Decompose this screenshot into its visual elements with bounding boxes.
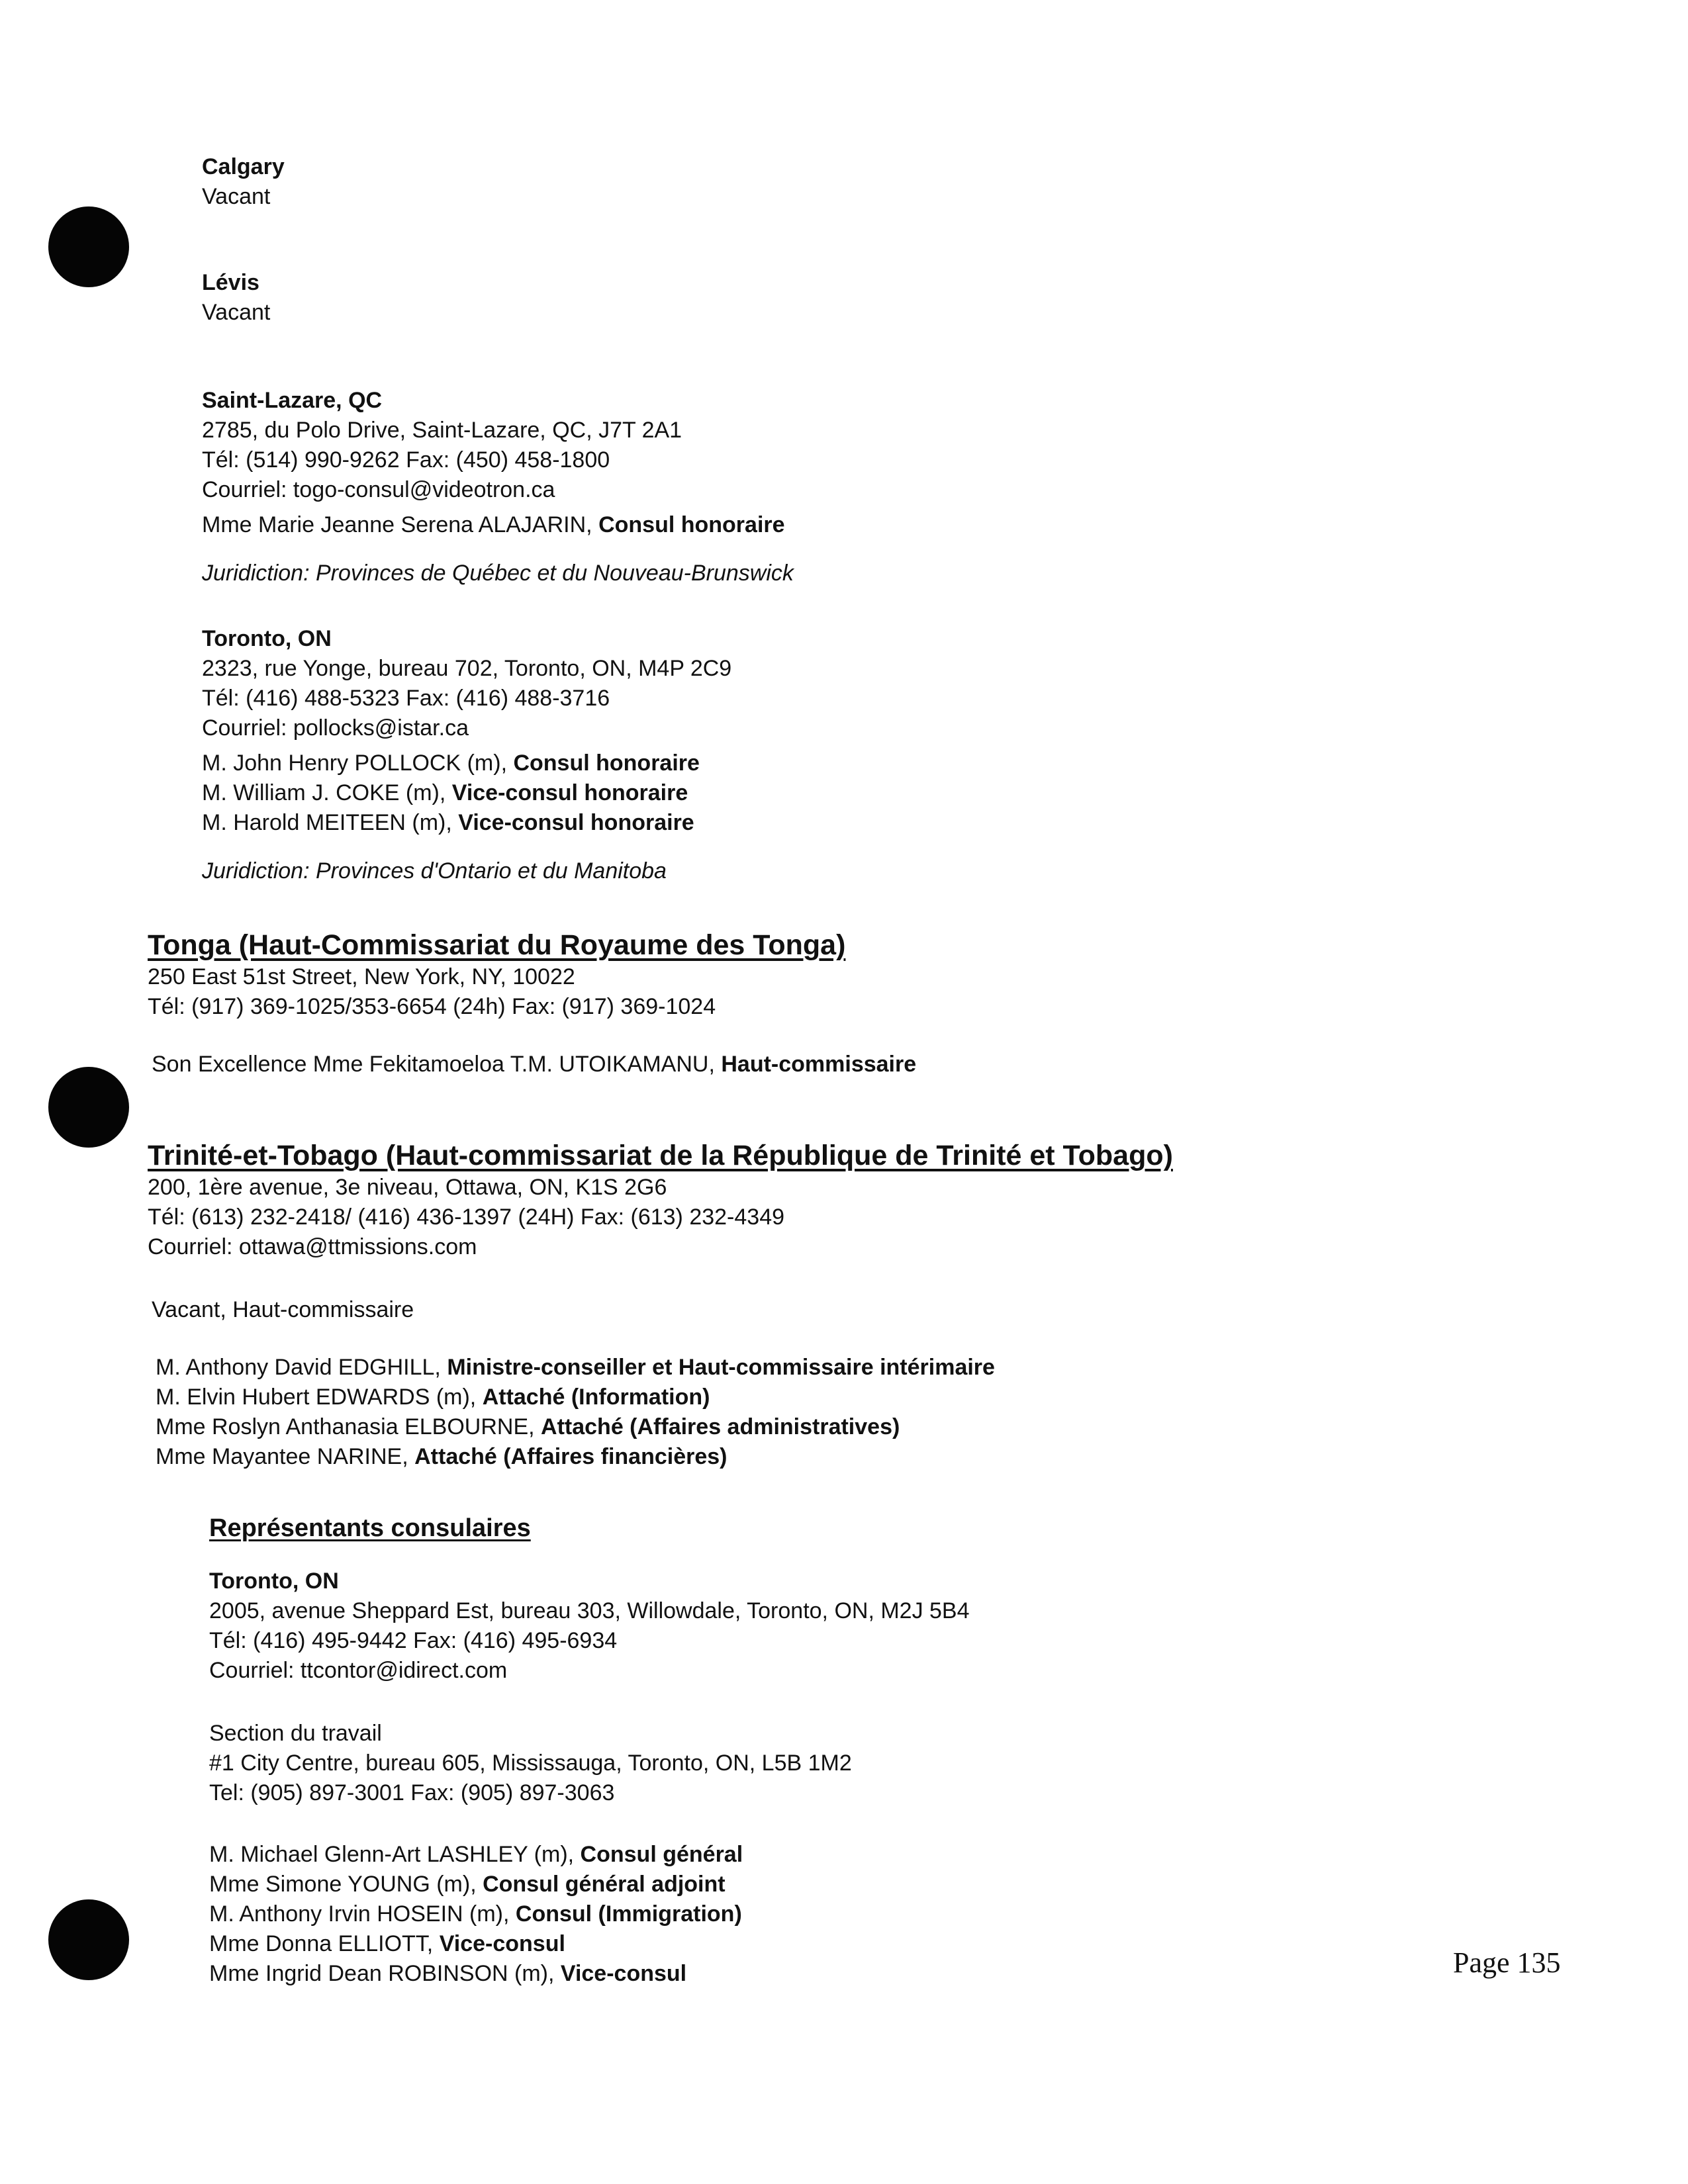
email-line: Courriel: togo-consul@videotron.ca <box>202 477 555 502</box>
official-name: Mme Simone YOUNG (m), <box>209 1872 483 1897</box>
staff-name: M. Anthony David EDGHILL, <box>156 1355 447 1380</box>
address-line: 200, 1ère avenue, 3e niveau, Ottawa, ON, K1S 2G6 <box>148 1175 667 1200</box>
staff-title: Attaché (Information) <box>482 1385 710 1410</box>
staff-title: Attaché (Affaires financières) <box>414 1444 727 1469</box>
official-title: Vice-consul <box>560 1961 687 1986</box>
city-heading: Saint-Lazare, QC <box>202 388 383 413</box>
page-number: Page 135 <box>1453 1946 1561 1979</box>
email-line: Courriel: ttcontor@idirect.com <box>209 1658 508 1683</box>
address-line: 2005, avenue Sheppard Est, bureau 303, Willowdale, Toronto, ON, M2J 5B4 <box>209 1598 970 1623</box>
staff-line <box>148 1353 1173 1383</box>
staff-line <box>148 1412 1173 1442</box>
official-name: M. Anthony Irvin HOSEIN (m), <box>209 1901 516 1927</box>
city-heading: Toronto, ON <box>202 626 332 651</box>
official-line <box>209 1929 970 1959</box>
email-line: Courriel: ottawa@ttmissions.com <box>148 1234 477 1259</box>
city-heading: Calgary <box>202 154 285 179</box>
head-of-mission-line <box>148 1050 916 1079</box>
official-title: Consul (Immigration) <box>515 1901 742 1927</box>
phone-line: Tél: (514) 990-9262 Fax: (450) 458-1800 <box>202 447 610 473</box>
official-name: M. Michael Glenn-Art LASHLEY (m), <box>209 1842 581 1867</box>
official-title: Consul général adjoint <box>483 1872 726 1897</box>
official-name: M. Harold MEITEEN (m), <box>202 810 459 835</box>
staff-line <box>148 1383 1173 1412</box>
official-line <box>209 1840 970 1870</box>
official-name: Mme Marie Jeanne Serena ALAJARIN, <box>202 512 599 537</box>
official-title: Haut-commissaire <box>721 1052 917 1077</box>
jurisdiction-line: Juridiction: Provinces de Québec et du Nouveau-Brunswick <box>202 561 794 586</box>
address-line: 2323, rue Yonge, bureau 702, Toronto, ON, M4P 2C9 <box>202 656 732 681</box>
staff-name: M. Elvin Hubert EDWARDS (m), <box>156 1385 483 1410</box>
city-heading: Toronto, ON <box>209 1569 339 1594</box>
phone-line: Tél: (613) 232-2418/ (416) 436-1397 (24H) Fax: (613) 232-4349 <box>148 1205 785 1230</box>
official-name: Son Excellence Mme Fekitamoeloa T.M. UTOIKAMANU, <box>152 1052 722 1077</box>
official-title: Vice-consul <box>439 1931 565 1956</box>
city-heading: Lévis <box>202 270 259 295</box>
labour-phone-line: Tel: (905) 897-3001 Fax: (905) 897-3063 <box>209 1780 615 1805</box>
official-title: Vice-consul honoraire <box>458 810 694 835</box>
punch-hole-bottom <box>48 1899 129 1980</box>
official-line <box>202 749 731 778</box>
staff-line <box>148 1442 1173 1472</box>
official-line <box>202 808 731 838</box>
official-line <box>209 1959 970 1989</box>
consular-heading: Représentants consulaires <box>209 1514 531 1542</box>
levis-section <box>202 268 270 328</box>
calgary-section <box>202 152 285 212</box>
official-title: Consul général <box>580 1842 743 1867</box>
phone-line: Tél: (416) 495-9442 Fax: (416) 495-6934 <box>209 1628 618 1653</box>
jurisdiction-line: Juridiction: Provinces d'Ontario et du Manitoba <box>202 858 667 884</box>
email-line: Courriel: pollocks@istar.ca <box>202 715 469 741</box>
official-name: Mme Ingrid Dean ROBINSON (m), <box>209 1961 561 1986</box>
toronto-honorary-section <box>202 624 731 886</box>
status-text: Vacant <box>202 300 271 325</box>
official-line <box>209 1870 970 1899</box>
consular-section <box>209 1512 970 1989</box>
official-title: Vice-consul honoraire <box>451 780 688 805</box>
labour-section-title: Section du travail <box>209 1721 382 1746</box>
address-line: 250 East 51st Street, New York, NY, 10022 <box>148 964 575 989</box>
staff-name: Mme Mayantee NARINE, <box>156 1444 415 1469</box>
official-name: M. William J. COKE (m), <box>202 780 452 805</box>
trinidad-section <box>148 1138 1173 1472</box>
official-line <box>202 778 731 808</box>
official-title: Consul honoraire <box>513 751 700 776</box>
punch-hole-top <box>48 206 129 287</box>
staff-title: Attaché (Affaires administratives) <box>541 1414 900 1439</box>
official-name: M. John Henry POLLOCK (m), <box>202 751 514 776</box>
labour-address-line: #1 City Centre, bureau 605, Mississauga, Toronto, ON, L5B 1M2 <box>209 1751 852 1776</box>
phone-line: Tél: (416) 488-5323 Fax: (416) 488-3716 <box>202 686 610 711</box>
country-heading: Tonga (Haut-Commissariat du Royaume des Tonga) <box>148 929 846 961</box>
official-line <box>202 510 794 540</box>
staff-name: Mme Roslyn Anthanasia ELBOURNE, <box>156 1414 541 1439</box>
official-line <box>209 1899 970 1929</box>
official-title: Consul honoraire <box>598 512 785 537</box>
vacant-line: Vacant, Haut-commissaire <box>152 1297 414 1322</box>
status-text: Vacant <box>202 184 271 209</box>
saint-lazare-section <box>202 386 794 588</box>
phone-line: Tél: (917) 369-1025/353-6654 (24h) Fax: (917) 369-1024 <box>148 994 716 1019</box>
tonga-section <box>148 928 916 1079</box>
official-name: Mme Donna ELLIOTT, <box>209 1931 440 1956</box>
country-heading: Trinité-et-Tobago (Haut-commissariat de la République de Trinité et Tobago) <box>148 1140 1173 1171</box>
address-line: 2785, du Polo Drive, Saint-Lazare, QC, J7T 2A1 <box>202 418 682 443</box>
staff-title: Ministre-conseiller et Haut-commissaire intérimaire <box>447 1355 995 1380</box>
punch-hole-middle <box>48 1067 129 1148</box>
